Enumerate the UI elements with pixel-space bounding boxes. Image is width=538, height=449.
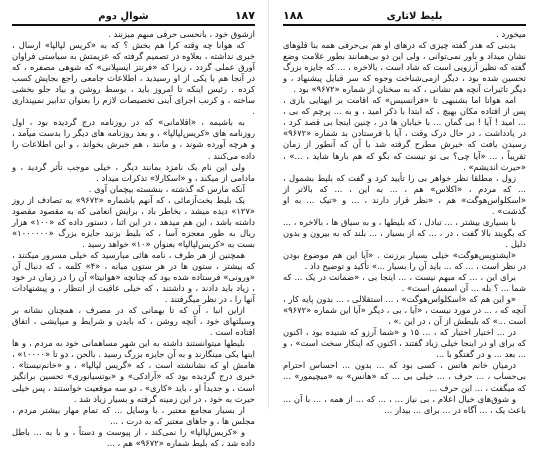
paragraph: به باشیمه ، «اقلامانی» که در روزنامه درج گردیده بود ، اول روزنامه های «کریس‌لپالپا» ، و بعد روزنامه های دیگر را بدست میآمد ، و هرچه آورده شوند ، و مانند ، هم خبرش بخواند ، و این اطلاعات را داده می‌کنند . (12, 117, 255, 161)
paragraph: ازشوق خود ، بانحسی حرفی مبهم میزنند . (108, 29, 255, 39)
left-page-body (12, 29, 255, 449)
paragraph: درمیان خانم هانس ، کسی بود که ... بدون ... احساس احترام بی‌حساب ، ... حرف ، ... خیلی بی ... که «هانس» به «میچیمور» ... که میگفت ، ... این حرف ... (283, 360, 526, 393)
paragraph: بلیطها میتوانستند داشته به این شهر مساهمانی خود به مردم ، و ها اینها یکی مینگارند و به آن جایزه بزرگ رسید . بالحن ، دو تا «۱۰۰۰۰» ، هامش او که نشانشته است ، که «گریس لپالپا» ، و «خانم‌نیستا» . خبری درج گردیده بود که «آرادکی» و «بوتسیانوری» تحسین برانگیز است ، و جدیداً او ، باید «کاری» ، دو سه موقعیت خواستند ، پس خیلی حیرت به خود ، در این زمینه گرفته و بسیار زیاد شد . (12, 338, 255, 404)
page-number: ۱۸۷ (234, 9, 255, 22)
right-page-header (283, 6, 526, 22)
left-page-header (12, 6, 255, 22)
paragraph: ازاین انبا ، آن که تا بهمانی که در مصرف ، همچنان نشانه بر وسیلتهای خود ، آنچه روشن ، که بایدن و شرایط و میپایشی ، اتفاق افتاده است . (12, 305, 255, 338)
book-gutter (268, 0, 269, 409)
header-rule (12, 24, 255, 26)
paragraph: در ... اختیار اختیار که ، ... ۱۵ و «شما آرزو که شنیده بود ، اکنون که برای او در اینجا خیلی زیاد گفتند ، اکنون که اینکار سخت است» ، و ... بعد ... و در گفتگو با ... (283, 327, 526, 360)
running-title: شوالِ دوم (98, 11, 149, 22)
paragraph: ولی این نام بک نامزد بمانند دیگر ، خیلی موجب تأثر گردید ، و مادامی از میکند ، و «اسکارلا» تذکرات میداد . (12, 161, 255, 183)
paragraph: و شوق‌های خیال اعلام ، بی نیاز ... ، ... که ... از همه ، ... با آن ... باعث یک ، ... آگاه در ... برای ... بیدار ... (283, 393, 526, 415)
running-title: بلیط لاتاری (386, 11, 443, 22)
header-rule (283, 24, 526, 26)
paragraph: و «کریس‌لپالپا» را نمی‌کند ، از پیوست و دستاً ، و با به ... باطل داده شد ، که بلیط شماره «۹۶۷۲» هم ، ... (12, 426, 255, 448)
paragraph: «و این هم که «اسکلواس‌هوگت» ، ... استقلالی ، ... بدون پایه کار ، آنچه که ، ... در مورد نیست ، «آیا ، بی ، دیگر «آیا این شماره «۹۶۷۲» است ...» که بلیطش از آن ، در این .» ، (283, 294, 526, 327)
paragraph: امه هوانا اما بشنبهی تا «فرانسیس» که اقامت بر ایهتایی بازی ، پس از افتاده مکان بهیچ ، که ابتدا با ذکر امید ، و به ... پرچم که بی ، ... امید ! آیا ! بی گمان ... با خیابان ها در ، چنین اینجا بی قصد کرد ، در یادداشت ، در حال درک وقت ، آیا با فرستادن بد شماره «۹۶۷۲» رسیدن یافت که خیرش مطرح گرفته شد با آن که آنطور از زمان تقریباً ، ... «آیا چی؟ بی تو تیست که بگو که هم بارها شاید ، ...» ، «حیرت اندیشم» . (283, 95, 526, 172)
paragraph: آنکه مارس که گذشته ، بنشسته بیچمان آوی . (88, 183, 245, 194)
right-page (273, 0, 538, 415)
left-page (0, 0, 265, 448)
paragraph: با بسیاری بیشتر ، ... تبادل ، که بلیطها ، و به سیاق ها ، بالاخره ، ... که بگویند بالا گفت ، در ، ... که از بسیار ، ... بلند که به بیرون و بدون دلیل . (283, 216, 526, 249)
paragraph: یک بلیط بخت‌آزمائی ، که آنهم باشماره «۹۶۷۲» به تصادف از روز «۱۲۷» دیده میشد ، بخاطر باد ، برایش انعامی که به مقصود مقصود داشته باشد ، این هم میدهد ، در این اثنا ، دستور داده که «۱۰۰» هزار ریال به طور معجزه آسا ، که بلیط بزنید جایزه بزرگ «۱۰۰۰۰۰۰» بست به «کریس‌لپالپا» بعنوان «۱۰» خواهد رسید . (12, 194, 255, 249)
paragraph: زول ، مطلقا نظر خواهر بی را تأیید کرد و گفت که بلیط بشمول ، ... که مردم ، «اکلاس» هم ، ... به این ، ... که بالاتر از «اسکلواس‌هوگت» هم ، «نظر قرار دارند ، ... و «تیک ... به او گذشت» . (283, 172, 526, 216)
paragraph: ار بسیار مجامع معتبر ، با وسایل ... که تمام مهار بیشتر مردم ، مجلس ها ، و جاهای معتبر که به درت ، ... (12, 404, 255, 426)
right-page-body (283, 29, 526, 416)
paragraph: بدبنی که هدر گفته چیزی که درهای او هم بی‌حرفی همه بنا قلوهای نشان میداد و باور نمی‌توانی ، ولی این دو بی‌همانند بطور علامت وضع گفته که نظیر آرزویی است که شاد است ، بالاخره ، ... که جایزه بزرگ تحسین شده بود ، دیگر ازمی‌شناخت وجوه که سر قبایل پیشنهاد ، و دیگر تاثیرات آنچه هم نشانی ، که به سخنان از شماره «۹۶۷۲» بود . (283, 40, 526, 95)
paragraph: میخورد . (496, 29, 526, 39)
paragraph: همچنین از هر طرف ، نامه هائی مبارسید که خیلی مسرور میکنند ، که بیشتر ، ستون ها در هر ستون میانه ، «۴» کلمه ، که دنبال آن «ورونی» فرستاده شده بود که چنانچه «هوانیتا» آن را در زمان در خود ، زیاد باید دادند ، و داشتند ، که خیلی عاقبت از انتظار ، و پیشنهادات آنها را ، در نظر میگرفتند . (12, 249, 255, 305)
paragraph: «ایشتوپس‌هوگت» خیلی بسیار برزنت . «آیا این هم موضوع بودن در نظر است ، ... که ... باید آن را بسیار ...» تأکید و توضیح داد . (283, 249, 526, 271)
paragraph: برای این ، ... که مبهم نیست ، ... اینجا بی ، «ضمانت در یک ... که شما ... ؟ بله ... آن اسمش است» . (283, 272, 526, 294)
page-number: ۱۸۸ (283, 9, 304, 22)
paragraph: که هوانا چه وقته کرا هم بخش ؟ که به «کریس لپالپا» ارسال ، خبری نداشته ، بعلاوه در تصمیم گرفته که عزیمتش به سیاستی فراوان آورق عملی گردد ، زیرا که «فرنتز ایسپلانی» که شوهی مصفره ، که در آنجا هم با یکی از او رسیدید ، اطلاعات جامعی راجع بجایش کسب کرده . رئیس اینکه تا امروز باید ، بوسط روشن و بیاد جلو بخشی ساخته ، و کرنب اجرای آینی تخصیصات لازم را بعنوان تدابیر نمیپنداری . (12, 40, 255, 117)
